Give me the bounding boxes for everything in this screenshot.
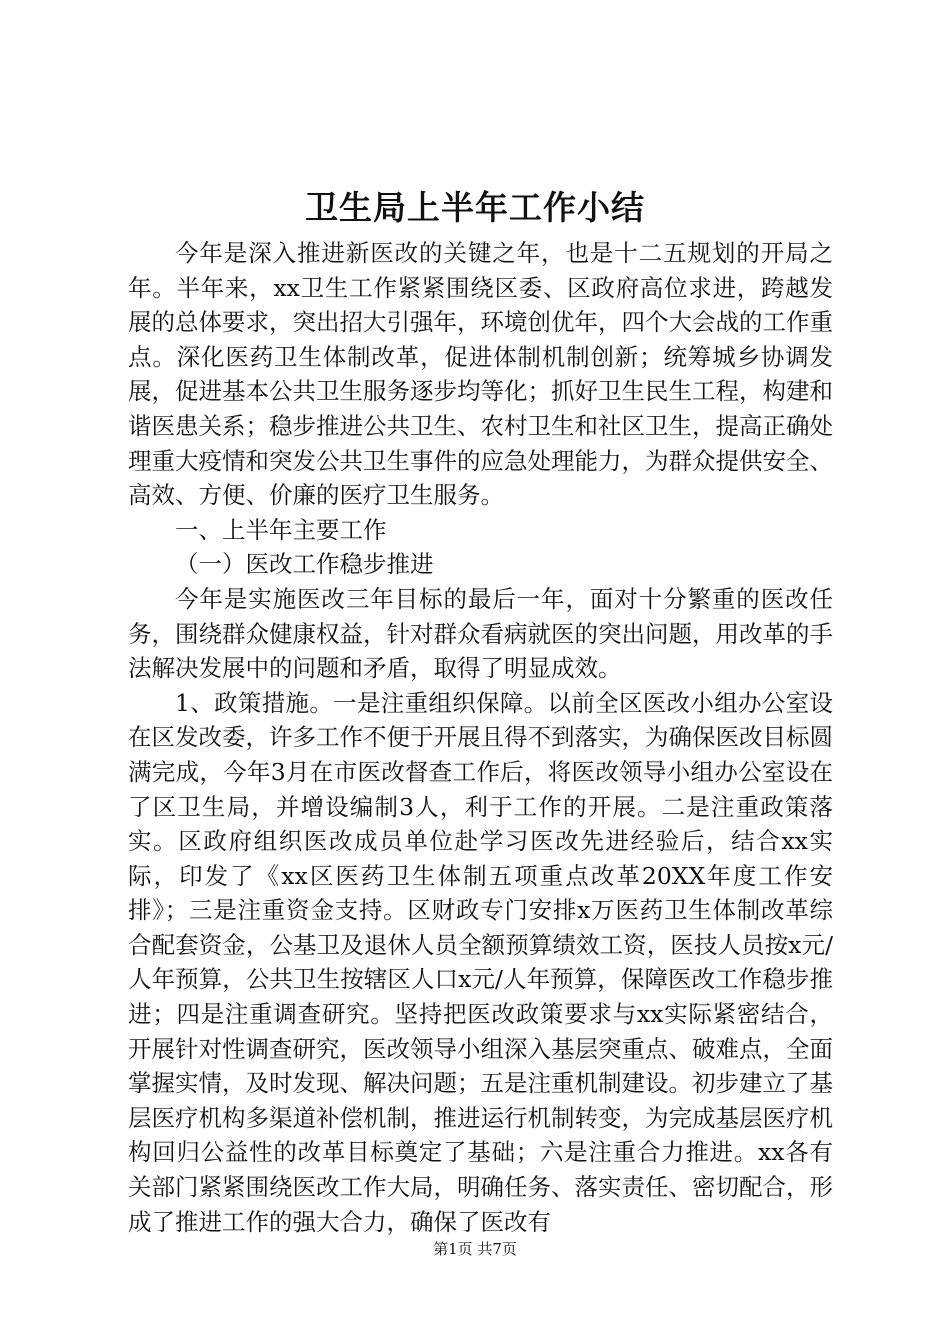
document-title: 卫生局上半年工作小结 [305, 188, 645, 227]
body-paragraph: 1、政策措施。一是注重组织保障。以前全区医改小组办公室设在区发改委，许多工作不便于开展且得不到落实，为确保医改目标圆满完成，今年3月在市医改督查工作后，将医改领导小组办公室设在了区卫生局，并增设编制3人，利于工作的开展。二是注重政策落实。区政府组织医改成员单位赴学习医改先进经验后，结合xx实际，印发了《xx区医药卫生体制五项重点改革20XX年度工作安排》；三是注重资金支持。区财政专门安排x万医药卫生体制改革综合配套资金，公基卫及退休人员全额预算绩效工资，医技人员按x元/人年预算，公共卫生按辖区人口x元/人年预算，保障医改工作稳步推进；四是注重调查研究。坚持把医改政策要求与xx实际紧密结合，开展针对性调查研究，医改领导小组深入基层突重点、破难点，全面掌握实情，及时发现、解决问题；五是注重机制建设。初步建立了基层医疗机构多渠道补偿机制，推进运行机制转变，为完成基层医疗机构回归公益性的改革目标奠定了基础；六是注重合力推进。xx各有关部门紧紧围绕医改工作大局，明确任务、落实责任、密切配合，形成了推进工作的强大合力，确保了医改有 [128, 688, 833, 1236]
document-body [128, 236, 833, 1239]
subsection-heading: （一）医改工作稳步推进 [175, 550, 434, 579]
section-heading: 一、上半年主要工作 [175, 515, 387, 544]
page-footer: 第1页 共7页 [433, 1240, 517, 1258]
body-paragraph: 今年是实施医改三年目标的最后一年，面对十分繁重的医改任务，围绕群众健康权益，针对群众看病就医的突出问题，用改革的手法解决发展中的问题和矛盾，取得了明显成效。 [128, 584, 833, 683]
intro-paragraph: 今年是深入推进新医改的关键之年，也是十二五规划的开局之年。半年来，xx卫生工作紧紧围绕区委、区政府高位求进，跨越发展的总体要求，突出招大引强年，环境创优年，四个大会战的工作重点。深化医药卫生体制改革，促进体制机制创新；统筹城乡协调发展，促进基本公共卫生服务逐步均等化；抓好卫生民生工程，构建和谐医患关系；稳步推进公共卫生、农村卫生和社区卫生，提高正确处理重大疫情和突发公共卫生事件的应急处理能力，为群众提供安全、高效、方便、价廉的医疗卫生服务。 [128, 239, 833, 510]
